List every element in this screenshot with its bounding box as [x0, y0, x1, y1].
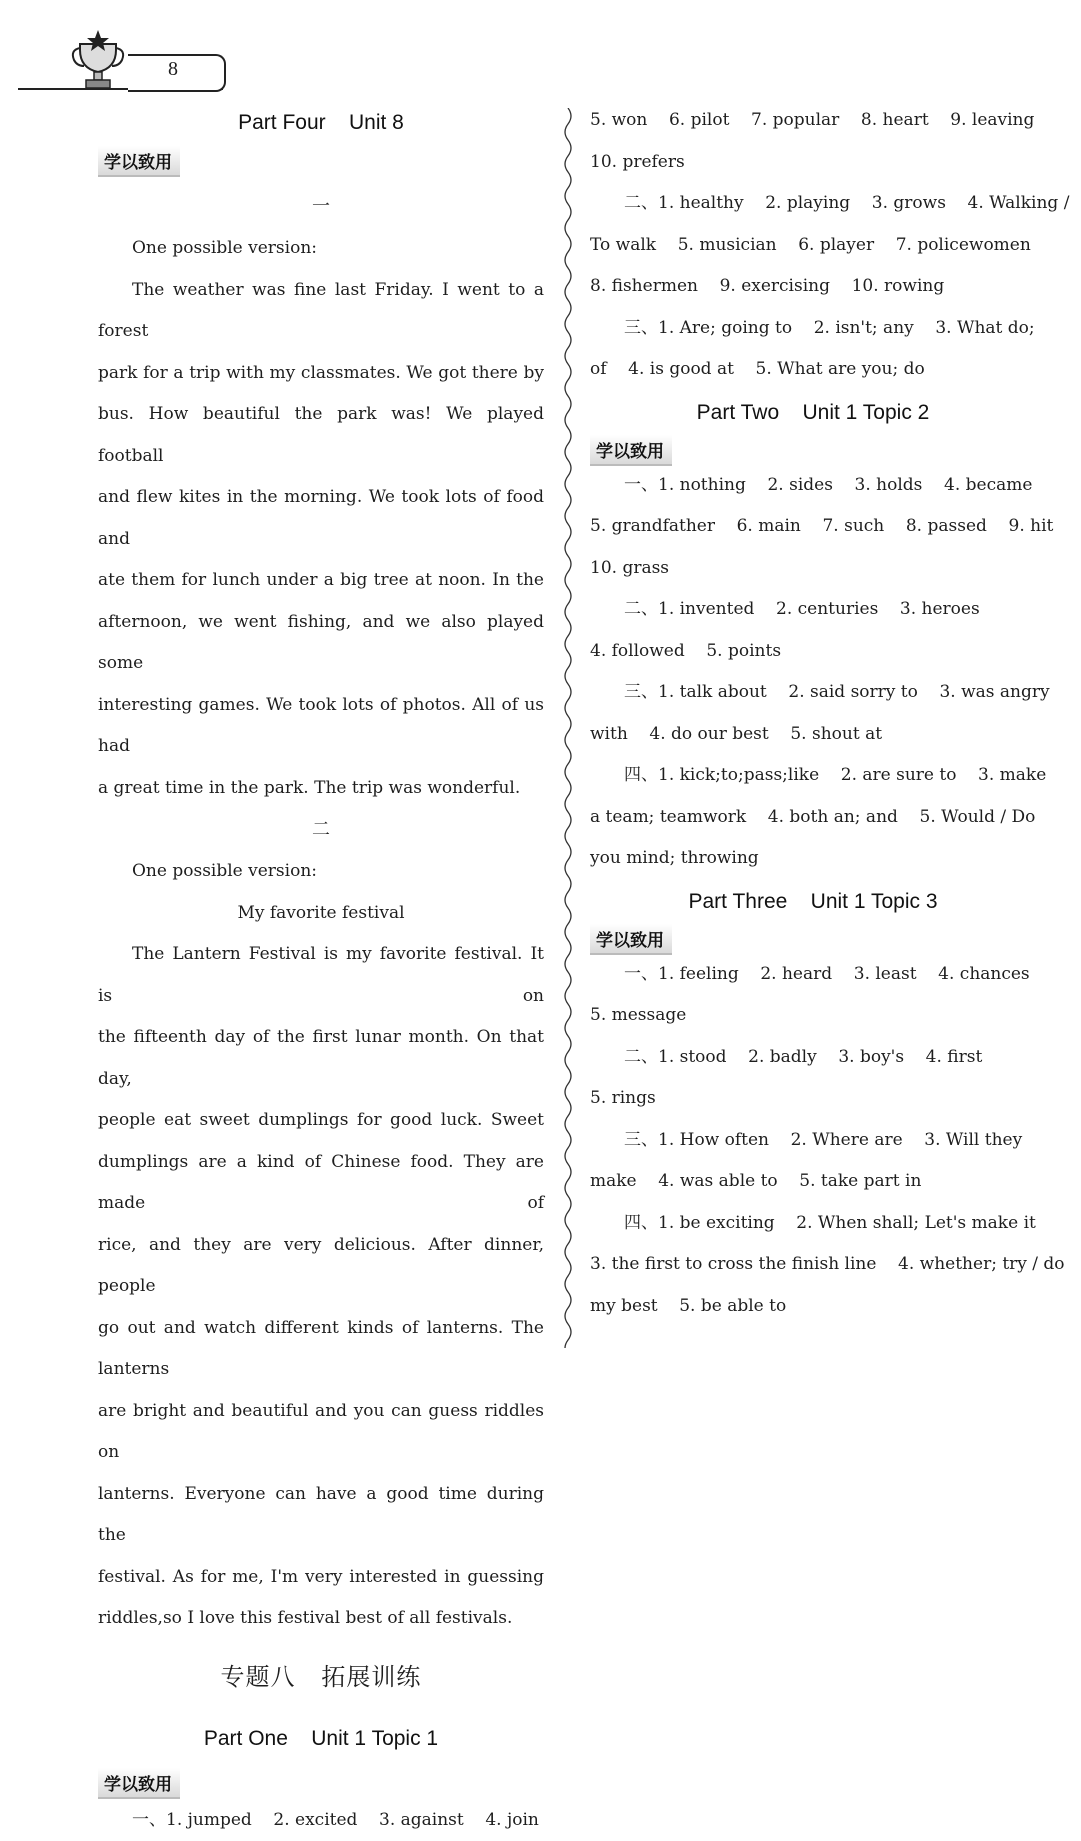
essay-line: ate them for lunch under a big tree at noon. In the — [98, 560, 544, 602]
answer-line: with 4. do our best 5. shout at — [590, 714, 1036, 756]
right-column — [590, 100, 1036, 1327]
part-two-answers — [590, 465, 1036, 880]
answer-line: 二、1. stood 2. badly 3. boy's 4. first — [590, 1037, 1036, 1079]
essay-line: bus. How beautiful the park was! We played football — [98, 394, 544, 477]
xueyizhiyong-tag: 学以致用 — [98, 146, 180, 177]
answer-line: you mind; throwing — [590, 838, 1036, 880]
answer-line: 三、1. talk about 2. said sorry to 3. was angry — [590, 672, 1036, 714]
tag-row — [590, 435, 1036, 465]
left-column — [98, 100, 544, 1841]
essay-line: dumplings are a kind of Chinese food. They are made of — [98, 1142, 544, 1225]
section-two-label: 二 — [98, 809, 544, 851]
essay-line: The weather was fine last Friday. I went to a forest — [98, 270, 544, 353]
essay-line: riddles,so I love this festival best of all festivals. — [98, 1598, 544, 1640]
answer-line: my best 5. be able to — [590, 1286, 1036, 1328]
section-one-label: 一 — [98, 186, 544, 228]
answer-line: 一、1. jumped 2. excited 3. against 4. join — [98, 1800, 544, 1841]
answer-line: 三、1. How often 2. Where are 3. Will they — [590, 1120, 1036, 1162]
answer-line: 5. message — [590, 995, 1036, 1037]
essay-line: and flew kites in the morning. We took lots of food and — [98, 477, 544, 560]
answer-line: 二、1. healthy 2. playing 3. grows 4. Walking / — [590, 183, 1036, 225]
essay-one — [98, 270, 544, 810]
answer-line: 三、1. Are; going to 2. isn't; any 3. What do; — [590, 308, 1036, 350]
essay-line: lanterns. Everyone can have a good time during the — [98, 1474, 544, 1557]
essay-line: go out and watch different kinds of lanterns. The lanterns — [98, 1308, 544, 1391]
answer-line: 5. grandfather 6. main 7. such 8. passed 9. hit — [590, 506, 1036, 548]
topic-title: 专题八 拓展训练 — [98, 1640, 544, 1710]
part-one-answers — [590, 100, 1036, 391]
answer-line: 二、1. invented 2. centuries 3. heroes — [590, 589, 1036, 631]
essay-line: afternoon, we went fishing, and we also played some — [98, 602, 544, 685]
essay-line: people eat sweet dumplings for good luck. Sweet — [98, 1100, 544, 1142]
answer-line: 一、1. nothing 2. sides 3. holds 4. became — [590, 465, 1036, 507]
answer-line: make 4. was able to 5. take part in — [590, 1161, 1036, 1203]
answer-line: 四、1. kick;to;pass;like 2. are sure to 3. make — [590, 755, 1036, 797]
xueyizhiyong-tag: 学以致用 — [590, 924, 672, 955]
answer-line: 10. prefers — [590, 142, 1036, 184]
part-one-title: Part One Unit 1 Topic 1 — [98, 1710, 544, 1768]
answer-line: of 4. is good at 5. What are you; do — [590, 349, 1036, 391]
answer-line: 10. grass — [590, 548, 1036, 590]
essay-line: park for a trip with my classmates. We got there by — [98, 353, 544, 395]
answer-line: 一、1. feeling 2. heard 3. least 4. chances — [590, 954, 1036, 996]
page-number: 8 — [168, 58, 178, 81]
column-divider — [558, 108, 578, 1348]
essay-line: festival. As for me, I'm very interested in guessing — [98, 1557, 544, 1599]
part-two-title: Part Two Unit 1 Topic 2 — [590, 391, 1036, 435]
answer-line: 5. won 6. pilot 7. popular 8. heart 9. leaving — [590, 100, 1036, 142]
answer-line: a team; teamwork 4. both an; and 5. Would / Do — [590, 797, 1036, 839]
answer-line: 5. rings — [590, 1078, 1036, 1120]
tag-row — [98, 146, 544, 186]
essay-line: a great time in the park. The trip was wonderful. — [98, 768, 544, 810]
answer-line: 3. the first to cross the finish line 4. whether; try / do — [590, 1244, 1036, 1286]
page-header — [18, 28, 223, 94]
essay-line: interesting games. We took lots of photos. All of us had — [98, 685, 544, 768]
xueyizhiyong-tag: 学以致用 — [590, 435, 672, 466]
part-three-answers — [590, 954, 1036, 1328]
answer-line: 4. followed 5. points — [590, 631, 1036, 673]
answer-line: To walk 5. musician 6. player 7. policewomen — [590, 225, 1036, 267]
essay-title: My favorite festival — [98, 893, 544, 935]
essay-line: rice, and they are very delicious. After dinner, people — [98, 1225, 544, 1308]
tag-row — [98, 1768, 544, 1800]
answer-line: 8. fishermen 9. exercising 10. rowing — [590, 266, 1036, 308]
possible-version-label: One possible version: — [98, 228, 544, 270]
part-four-title: Part Four Unit 8 — [98, 100, 544, 146]
essay-two — [98, 934, 544, 1640]
essay-line: the fifteenth day of the first lunar month. On that day, — [98, 1017, 544, 1100]
part-three-title: Part Three Unit 1 Topic 3 — [590, 880, 1036, 924]
trophy-icon — [66, 28, 130, 92]
answer-line: 四、1. be exciting 2. When shall; Let's make it — [590, 1203, 1036, 1245]
xueyizhiyong-tag: 学以致用 — [98, 1768, 180, 1799]
possible-version-label: One possible version: — [98, 851, 544, 893]
essay-line: The Lantern Festival is my favorite festival. It is on — [98, 934, 544, 1017]
essay-line: are bright and beautiful and you can guess riddles on — [98, 1391, 544, 1474]
tag-row — [590, 924, 1036, 954]
